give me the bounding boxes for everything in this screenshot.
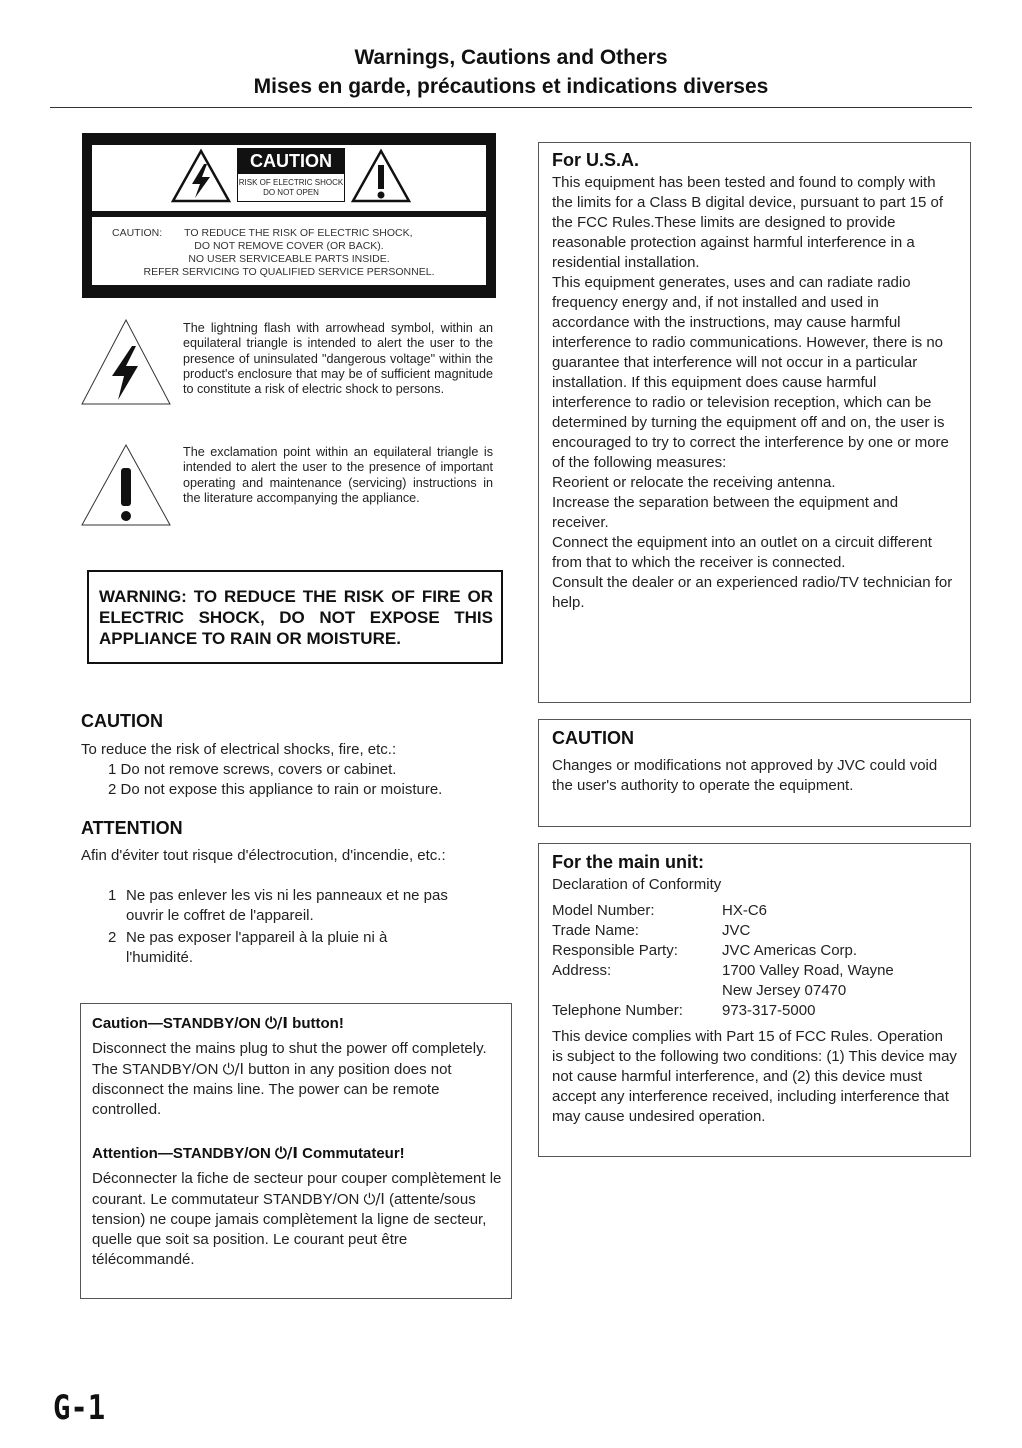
page-title-fr: Mises en garde, précautions et indications diverses: [253, 75, 769, 98]
exclamation-triangle-icon: [80, 443, 172, 528]
row-label: Trade Name:: [552, 922, 639, 939]
caution-item-1: 1 Do not remove screws, covers or cabinet.: [108, 761, 397, 778]
compliance-text: This device complies with Part 15 of FCC Rules. Operation is subject to the following two conditions: (1) This device may not cause harmful interference, and (2) this device must accept any interference received, including interference that may cause undesired operation.: [552, 1028, 957, 1125]
standby-box: [80, 1003, 512, 1299]
usa-measure-4: Consult the dealer or an experienced radio/TV technician for help.: [552, 574, 953, 611]
lightning-triangle-icon: [170, 148, 232, 204]
power-icon: ⏻/I: [222, 1060, 244, 1078]
row-label: Responsible Party:: [552, 942, 678, 959]
attention-item-2-num: 2: [108, 929, 117, 946]
caution-heading: CAUTION: [81, 711, 163, 731]
standby-heading-fr-a: Attention—STANDBY/ON: [92, 1145, 271, 1162]
caution-badge-title: CAUTION: [238, 149, 344, 174]
row-value: HX-C6: [722, 902, 768, 919]
attention-item-1-line1: Ne pas enlever les vis ni les panneaux et ne pas: [126, 887, 448, 904]
caution-label-top: [92, 145, 486, 211]
exclamation-triangle-icon: [350, 148, 412, 204]
standby-text-fr-b: (attente/sous tension) ne coupe jamais complètement la ligne de secteur, quelle que soit sa position. Le courant peut être télécommandé.: [92, 1191, 487, 1268]
standby-text-fr-a: Déconnecter la fiche de secteur pour couper complètement le courant. Le commutateur STANDBY/ON: [92, 1170, 502, 1208]
standby-text-en-b: button in any position does not disconnect the mains line. The power can be remote controlled.: [92, 1061, 452, 1118]
power-icon: ⏻/I: [265, 1014, 288, 1032]
caution-item-2: 2 Do not expose this appliance to rain or moisture.: [108, 781, 443, 798]
attention-heading: ATTENTION: [81, 818, 183, 838]
standby-text-fr: [92, 1169, 502, 1270]
caution-badge-line2: DO NOT OPEN: [263, 188, 319, 197]
row-value: 1700 Valley Road, Wayne: [722, 962, 894, 979]
standby-text-en-a: Disconnect the mains plug to shut the power off completely. The STANDBY/ON: [92, 1040, 487, 1078]
row-value: 973-317-5000: [722, 1002, 816, 1019]
standby-text-en: [92, 1039, 502, 1120]
caution-label-line2: DO NOT REMOVE COVER (OR BACK).: [194, 240, 384, 252]
standby-heading-fr-b: Commutateur!: [302, 1145, 405, 1162]
row-label: Address:: [552, 962, 612, 979]
lightning-symbol-description: The lightning flash with arrowhead symbol, within an equilateral triangle is intended to alert the user to the presence of uninsulated "dangerous voltage" within the product's enclosure that may be of sufficient magnitude to constitute a risk of electric shock to persons.: [183, 321, 493, 397]
row-value: New Jersey 07470: [722, 982, 847, 999]
row-label: Model Number:: [552, 902, 655, 919]
caution-jvc-heading: CAUTION: [552, 728, 634, 748]
page-number: G-1: [53, 1388, 106, 1428]
caution-jvc-text: Changes or modifications not approved by JVC could void the user's authority to operate the equipment.: [552, 757, 938, 794]
declaration-subtitle: Declaration of Conformity: [552, 876, 722, 893]
table-row: [552, 901, 768, 921]
usa-measure-1: Reorient or relocate the receiving antenna.: [552, 474, 836, 491]
caution-jvc-box: [538, 719, 971, 827]
usa-measure-3: Connect the equipment into an outlet on a circuit different from that to which the receiver is connected.: [552, 534, 932, 571]
usa-paragraph-2: This equipment generates, uses and can radiate radio frequency energy and, if not installed and used in accordance with the instructions, may cause harmful interference to radio communications. However, there is no guarantee that interference will not occur in a particular installation. If this equipment does cause harmful interference to radio or television reception, which can be determined by turning the equipment off and on, the user is encouraged to try to correct the interference by one or more of the following measures:: [552, 274, 949, 471]
header-divider: [50, 107, 972, 108]
standby-heading-fr: [92, 1144, 502, 1162]
table-row: [552, 1001, 816, 1021]
caution-label-line1: TO REDUCE THE RISK OF ELECTRIC SHOCK,: [184, 227, 413, 239]
lightning-triangle-icon: [80, 318, 172, 408]
main-unit-box: [538, 843, 971, 1157]
attention-intro: Afin d'éviter tout risque d'électrocution, d'incendie, etc.:: [81, 847, 446, 864]
caution-badge: [237, 148, 345, 202]
warning-text: WARNING: TO REDUCE THE RISK OF FIRE OR ELECTRIC SHOCK, DO NOT EXPOSE THIS APPLIANCE TO RAIN OR MOISTURE.: [99, 587, 493, 648]
table-row: [552, 961, 894, 981]
main-unit-heading: For the main unit:: [552, 852, 704, 872]
table-row: [552, 941, 858, 961]
power-icon: ⏻/I: [363, 1190, 385, 1208]
usa-paragraph-1: This equipment has been tested and found to comply with the limits for a Class B digital device, pursuant to part 15 of the FCC Rules.These limits are designed to provide reasonable protection against harmful interference in a residential installation.: [552, 174, 944, 271]
attention-item-1-line2: ouvrir le coffret de l'appareil.: [126, 907, 314, 924]
warning-box: [87, 570, 503, 664]
declaration-table: [552, 901, 957, 1026]
table-row: [552, 921, 751, 941]
caution-label: [82, 133, 496, 298]
caution-label-line3: NO USER SERVICEABLE PARTS INSIDE.: [188, 253, 390, 265]
row-value: JVC: [722, 922, 751, 939]
usa-measure-2: Increase the separation between the equipment and receiver.: [552, 494, 899, 531]
attention-item-2-line2: l'humidité.: [126, 949, 194, 966]
row-value: JVC Americas Corp.: [722, 942, 858, 959]
usa-heading: For U.S.A.: [552, 150, 640, 170]
attention-item-2-line1: Ne pas exposer l'appareil à la pluie ni à: [126, 929, 388, 946]
caution-badge-line1: RISK OF ELECTRIC SHOCK: [238, 178, 344, 187]
exclamation-symbol-description: The exclamation point within an equilateral triangle is intended to alert the user to the presence of important operating and maintenance (servicing) instructions in the literature accompanying the appliance.: [183, 445, 493, 505]
power-icon: ⏻/I: [275, 1144, 298, 1162]
caution-label-text: [92, 217, 486, 285]
page-title-en: Warnings, Cautions and Others: [354, 46, 668, 69]
standby-heading-en-a: Caution—STANDBY/ON: [92, 1015, 261, 1032]
standby-heading-en: [92, 1014, 502, 1032]
usa-box: [538, 142, 971, 703]
usa-body: [552, 173, 957, 613]
row-label: Telephone Number:: [552, 1002, 683, 1019]
caution-label-prefix: CAUTION:: [112, 227, 163, 239]
attention-item-1-num: 1: [108, 887, 117, 904]
caution-intro: To reduce the risk of electrical shocks, fire, etc.:: [81, 741, 397, 758]
caution-label-line4: REFER SERVICING TO QUALIFIED SERVICE PERSONNEL.: [143, 266, 435, 278]
standby-heading-en-b: button!: [292, 1015, 344, 1032]
